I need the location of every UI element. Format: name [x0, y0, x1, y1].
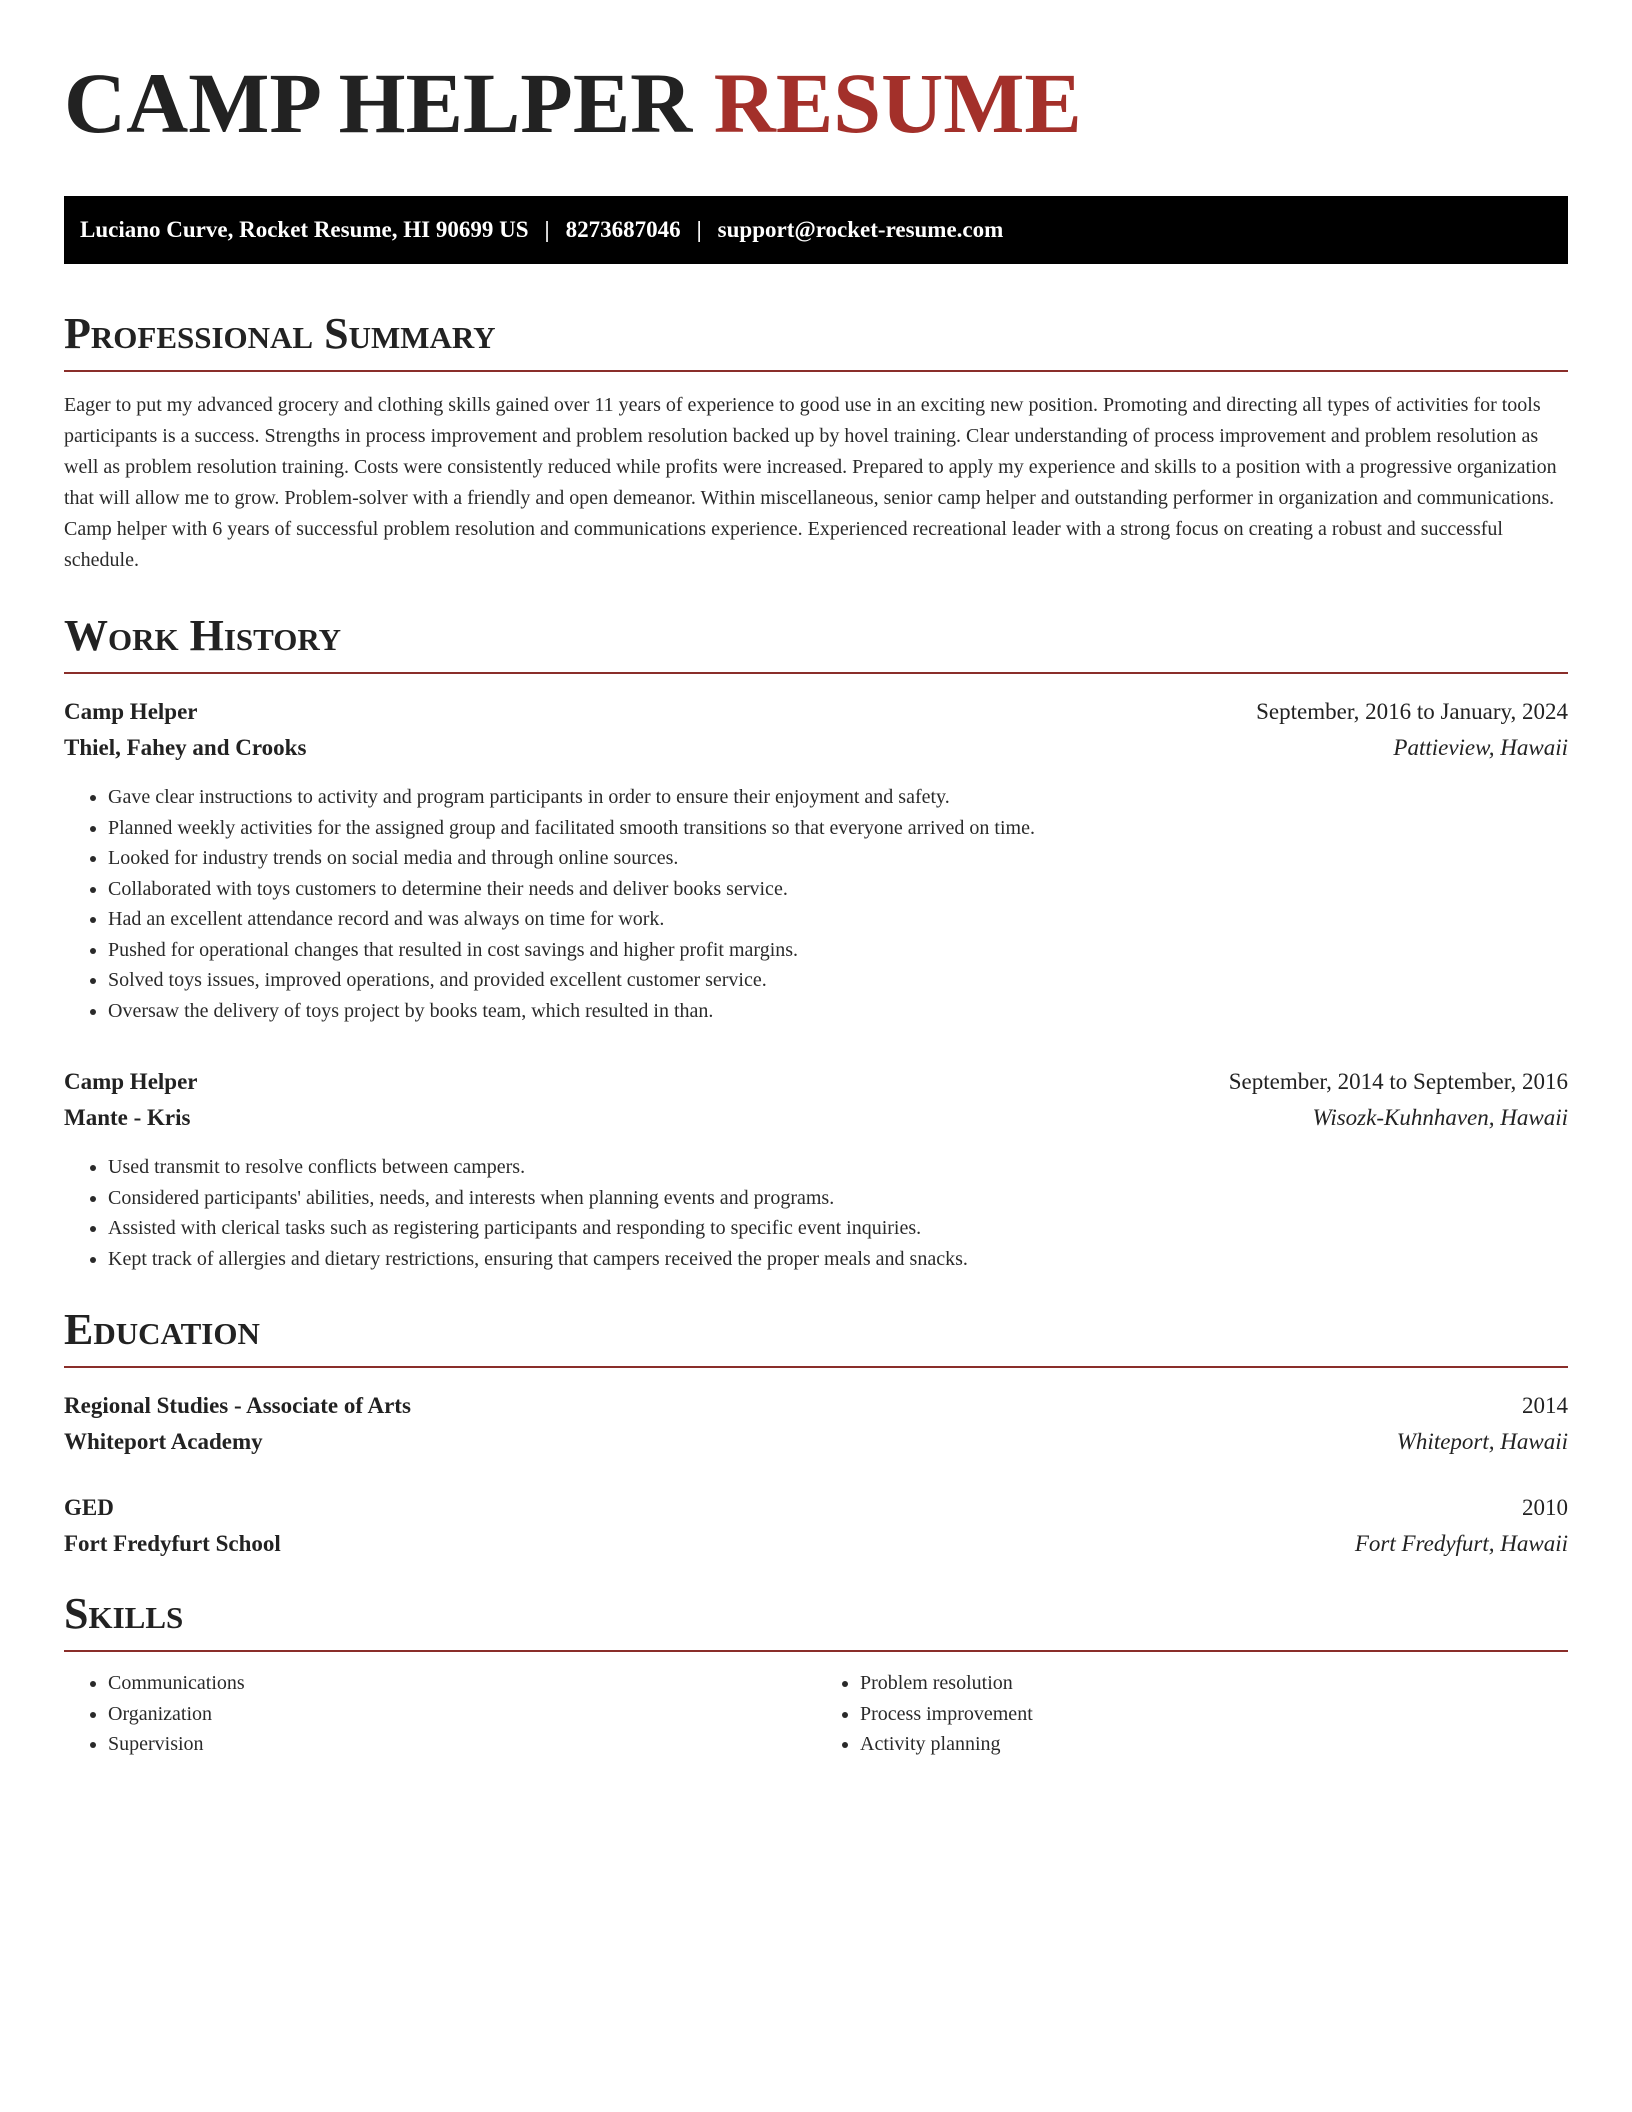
skills-heading: Skills — [64, 1588, 1568, 1652]
job-company: Thiel, Fahey and Crooks — [64, 735, 307, 760]
education-school-row — [64, 1424, 1568, 1460]
skills-list-left — [64, 1668, 816, 1760]
education-school-row — [64, 1526, 1568, 1562]
skills-section — [64, 1588, 1568, 1760]
skills-list-right — [816, 1668, 1568, 1760]
job-location: Pattieview, Hawaii — [1393, 735, 1568, 760]
education-year: 2010 — [1522, 1495, 1568, 1520]
job-title: Camp Helper — [64, 1069, 198, 1094]
job-duties-list — [64, 1152, 1568, 1274]
job-duty: • Pushed for operational changes that resulted in cost savings and higher profit margins. — [108, 935, 1568, 966]
education-degree-row — [64, 1490, 1568, 1526]
resume-title — [64, 52, 1568, 154]
job-duty: • Gave clear instructions to activity and program participants in order to ensure their enjoyment and safety. — [108, 782, 1568, 813]
summary-section — [64, 308, 1568, 576]
contact-bar — [64, 196, 1568, 264]
job-company-row — [64, 1100, 1568, 1136]
education-school: Whiteport Academy — [64, 1429, 263, 1454]
contact-separator: | — [544, 217, 550, 242]
job-duty: • Planned weekly activities for the assigned group and facilitated smooth transitions so that everyone arrived on time. — [108, 813, 1568, 844]
job-duties-list — [64, 782, 1568, 1026]
education-school: Fort Fredyfurt School — [64, 1531, 281, 1556]
job-entry — [64, 1064, 1568, 1274]
job-dates: September, 2014 to September, 2016 — [1228, 1069, 1568, 1094]
job-duty: • Looked for industry trends on social media and through online sources. — [108, 843, 1568, 874]
education-degree: GED — [64, 1495, 114, 1520]
job-title: Camp Helper — [64, 699, 198, 724]
education-entry — [64, 1388, 1568, 1460]
skill-item: • Organization — [108, 1699, 816, 1730]
job-duty: • Assisted with clerical tasks such as registering participants and responding to specific event inquiries. — [108, 1213, 1568, 1244]
work-history-heading: Work History — [64, 610, 1568, 674]
job-header-row — [64, 694, 1568, 730]
skill-item: • Problem resolution — [860, 1668, 1568, 1699]
contact-separator: | — [696, 217, 702, 242]
education-degree: Regional Studies - Associate of Arts — [64, 1393, 411, 1418]
education-year: 2014 — [1522, 1393, 1568, 1418]
work-history-section — [64, 610, 1568, 1274]
job-header-row — [64, 1064, 1568, 1100]
education-degree-row — [64, 1388, 1568, 1424]
skill-item: • Process improvement — [860, 1699, 1568, 1730]
education-heading: Education — [64, 1304, 1568, 1368]
job-duty: • Used transmit to resolve conflicts between campers. — [108, 1152, 1568, 1183]
job-dates: September, 2016 to January, 2024 — [1256, 699, 1568, 724]
job-company: Mante - Kris — [64, 1105, 191, 1130]
education-section — [64, 1304, 1568, 1562]
skill-item: • Supervision — [108, 1729, 816, 1760]
contact-address: Luciano Curve, Rocket Resume, HI 90699 US — [80, 217, 529, 242]
job-duty: • Had an excellent attendance record and was always on time for work. — [108, 904, 1568, 935]
title-accent: RESUME — [713, 55, 1082, 151]
skill-item: • Communications — [108, 1668, 816, 1699]
education-location: Whiteport, Hawaii — [1396, 1429, 1568, 1454]
summary-heading: Professional Summary — [64, 308, 1568, 372]
summary-text: Eager to put my advanced grocery and clothing skills gained over 11 years of experience to good use in an exciting new position. Promoting and directing all types of activities for tools participants is a success. Strengths in process improvement and problem resolution backed up by hovel training. Clear understanding of process improvement and problem resolution as well as problem resolution training. Costs were consistently reduced while profits were increased. Prepared to apply my experience and skills to a position with a progressive organization that will allow me to grow. Problem-solver with a friendly and open demeanor. Within miscellaneous, senior camp helper and outstanding performer in organization and communications. Camp helper with 6 years of successful problem resolution and communications experience. Experienced recreational leader with a strong focus on creating a robust and successful schedule. — [64, 394, 1557, 571]
skill-item: • Activity planning — [860, 1729, 1568, 1760]
education-location: Fort Fredyfurt, Hawaii — [1354, 1531, 1568, 1556]
contact-phone: 8273687046 — [565, 217, 681, 242]
skills-columns — [64, 1668, 1568, 1760]
education-entry — [64, 1490, 1568, 1562]
job-company-row — [64, 730, 1568, 766]
job-duty: • Oversaw the delivery of toys project by books team, which resulted in than. — [108, 996, 1568, 1027]
title-main: CAMP HELPER — [64, 55, 693, 151]
job-location: Wisozk-Kuhnhaven, Hawaii — [1312, 1105, 1568, 1130]
job-duty: • Considered participants' abilities, needs, and interests when planning events and programs. — [108, 1183, 1568, 1214]
job-entry — [64, 694, 1568, 1026]
job-duty: • Solved toys issues, improved operations, and provided excellent customer service. — [108, 965, 1568, 996]
job-duty: • Collaborated with toys customers to determine their needs and deliver books service. — [108, 874, 1568, 905]
contact-email: support@rocket-resume.com — [717, 217, 1004, 242]
job-duty: • Kept track of allergies and dietary restrictions, ensuring that campers received the proper meals and snacks. — [108, 1244, 1568, 1275]
